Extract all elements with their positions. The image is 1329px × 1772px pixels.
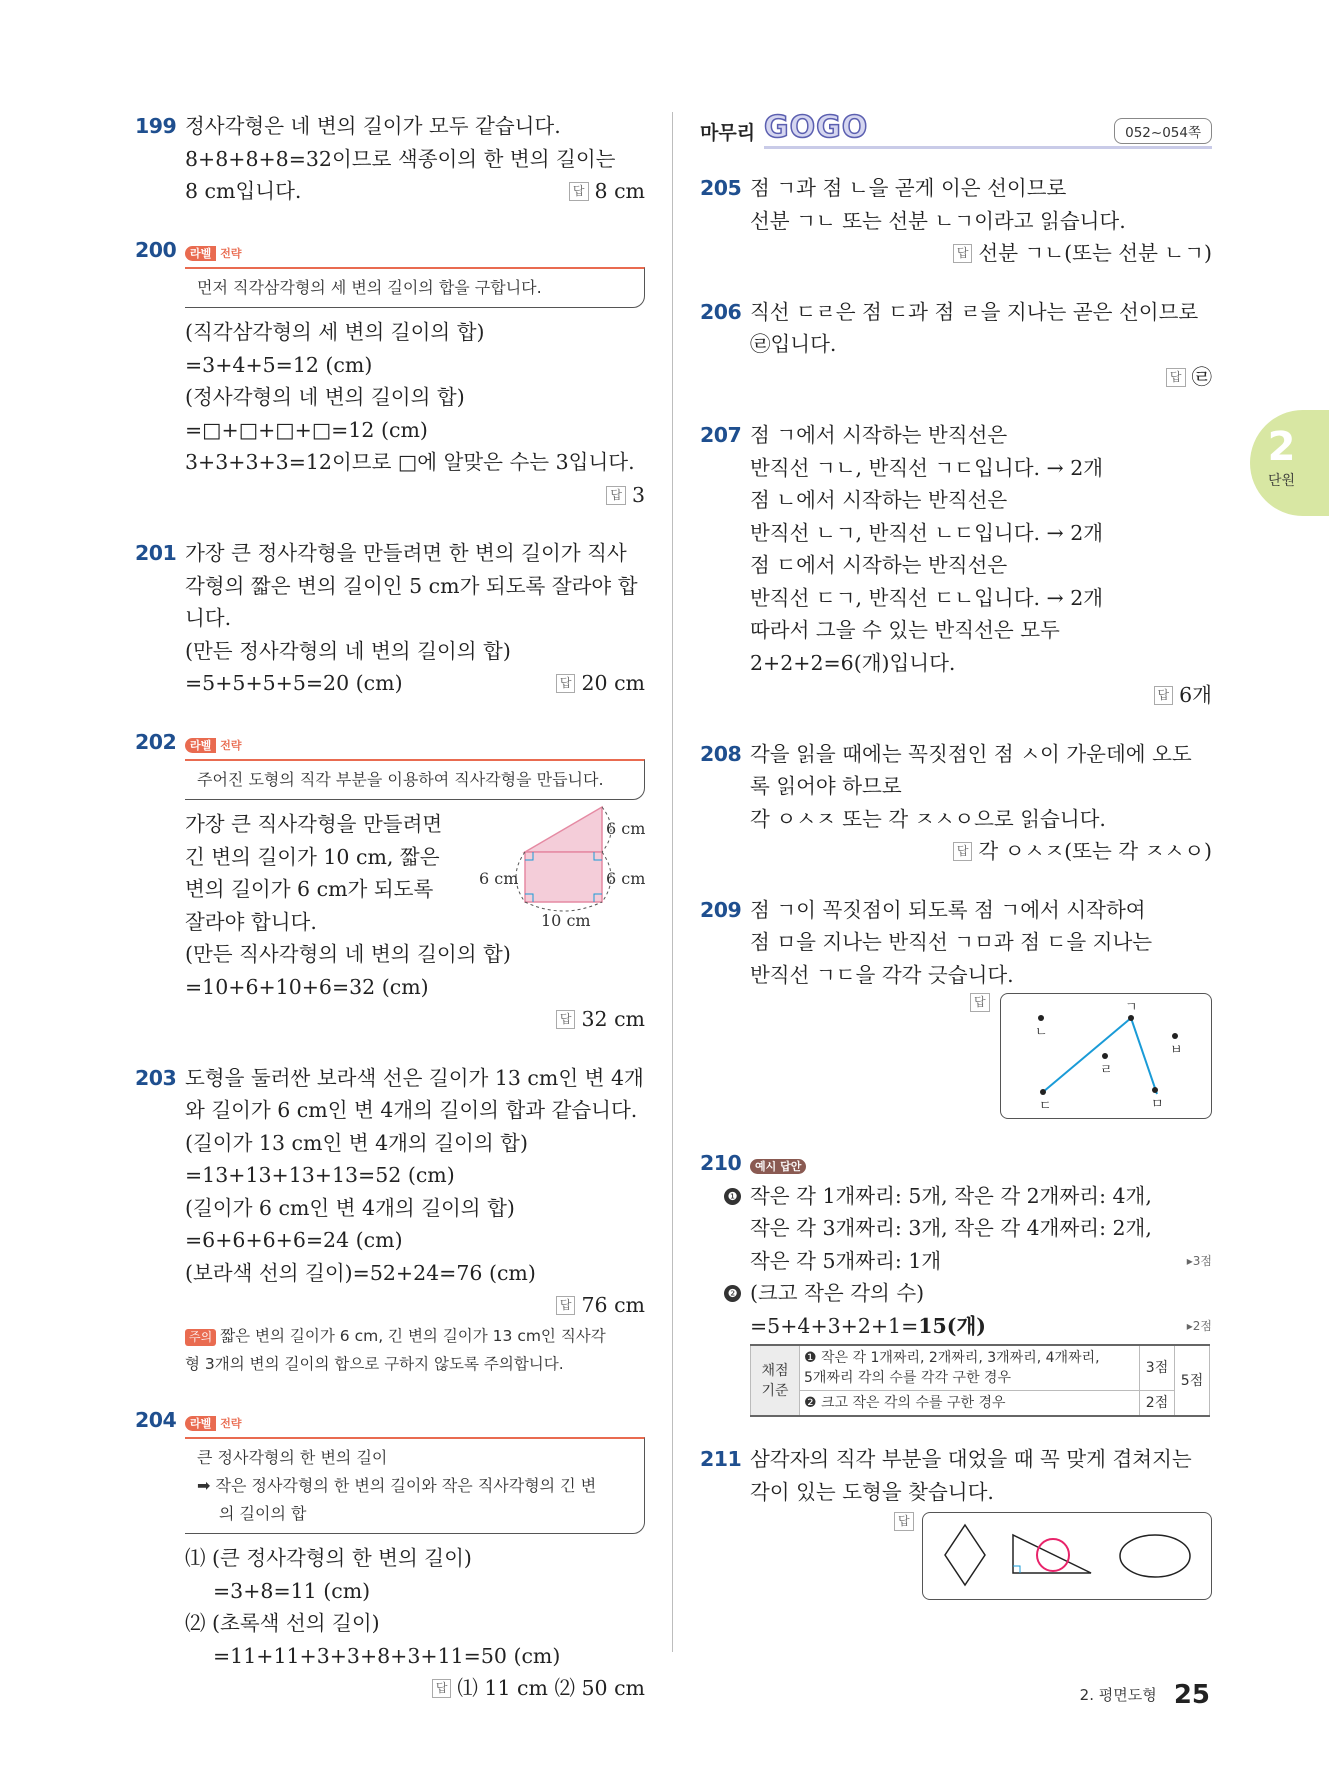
text-line: 3+3+3+3=12이므로 □에 알맞은 수는 3입니다. (185, 450, 635, 474)
hint-line: 의 길이의 합 (219, 1504, 307, 1523)
text-line: (길이가 13 cm인 변 4개의 길이의 합) (185, 1130, 528, 1155)
text-line: 각을 읽을 때에는 꼭짓점인 점 ㅅ이 가운데에 오도 (750, 741, 1192, 766)
text-line: 가장 큰 정사각형을 만들려면 한 변의 길이가 직사 (185, 541, 627, 565)
answer-label: 답 (556, 1296, 576, 1315)
text-line: (직각삼각형의 세 변의 길이의 합) (185, 320, 485, 344)
answer-label: 답 (970, 993, 990, 1012)
problem-number: 202 (135, 729, 177, 754)
problem-201 (135, 537, 645, 700)
cut-shape-figure (475, 802, 655, 932)
right-column (700, 110, 1212, 1630)
hint-block (185, 726, 645, 801)
answer-label: 답 (894, 1512, 914, 1531)
rubric-item-2: ❷ 크고 작은 각의 수를 구한 경우 (800, 1391, 1140, 1417)
text-line: 따라서 그을 수 있는 반직선은 모두 (750, 618, 1060, 642)
point-b: ㅂ (1170, 1043, 1183, 1058)
text-line: 와 길이가 6 cm인 변 4개의 길이의 합과 같습니다. (185, 1098, 638, 1122)
fig-label-bottom: 10 cm (541, 911, 591, 930)
step-2-badge: ❷ (724, 1285, 741, 1302)
strategy-tag: 라벨 전략 (185, 245, 246, 262)
answer: ㉣ (1191, 364, 1212, 389)
grading-rubric (750, 1344, 1210, 1417)
fig-label-left: 6 cm (479, 869, 519, 888)
note-line: 형 3개의 변의 길이의 합으로 구하지 않도록 주의합니다. (185, 1354, 564, 1373)
problem-number: 203 (135, 1065, 177, 1090)
hint-line: ➡ 작은 정사각형의 한 변의 길이와 작은 직사각형의 긴 변 (197, 1476, 597, 1495)
rubric-score-1: 3점 (1140, 1345, 1175, 1391)
answer-label: 답 (953, 842, 973, 861)
text-line: 반직선 ㄷㄱ, 반직선 ㄷㄴ입니다. → 2개 (750, 585, 1104, 610)
score-2: ▸2점 (1186, 1318, 1212, 1333)
text-line: 점 ㄱ에서 시작하는 반직선은 (750, 423, 1008, 447)
rubric-score-2: 2점 (1140, 1391, 1175, 1417)
gogo-logo: GOGO (764, 110, 869, 145)
text-line: (크고 작은 각의 수) (750, 1281, 925, 1305)
text-line: ⑴ (큰 정사각형의 한 변의 길이) (185, 1546, 472, 1570)
text-line: =11+11+3+3+8+3+11=50 (cm) (213, 1643, 561, 1668)
problem-210 (700, 1147, 1212, 1417)
answer: 20 cm (581, 671, 645, 695)
text-line: =13+13+13+13=52 (cm) (185, 1163, 455, 1187)
left-column (135, 110, 645, 1731)
text-line: =□+□+□+□=12 (cm) (185, 417, 428, 442)
text-line: 각이 있는 도형을 찾습니다. (750, 1479, 994, 1504)
problem-number: 201 (135, 541, 177, 565)
text-line: 반직선 ㄱㄴ, 반직선 ㄱㄷ입니다. → 2개 (750, 455, 1104, 480)
hint-block (185, 234, 645, 309)
text-line: =3+8=11 (cm) (213, 1578, 371, 1603)
text-line: =6+6+6+6=24 (cm) (185, 1228, 403, 1252)
problem-200 (135, 234, 645, 512)
hint-box: 주어진 도형의 직각 부분을 이용하여 직사각형을 만듭니다. (185, 759, 645, 800)
problem-211 (700, 1443, 1212, 1604)
section-title: 마무리 (700, 122, 756, 144)
hint-line: 큰 정사각형의 한 변의 길이 (197, 1448, 388, 1467)
text-line: 반직선 ㄱㄷ을 각각 긋습니다. (750, 962, 1014, 987)
example-answer-tag: 예시 답안 (750, 1158, 806, 1175)
problem-199 (135, 110, 645, 208)
strategy-tag: 라벨 전략 (185, 737, 246, 754)
text-line: =3+4+5=12 (cm) (185, 352, 373, 377)
point-d: ㄷ (1039, 1099, 1052, 1114)
section-header (700, 110, 1212, 158)
header-bar (764, 146, 1212, 149)
unit-label: 단원 (1267, 473, 1296, 489)
score-3: ▸3점 (1186, 1253, 1212, 1268)
answer-label: 답 (556, 1010, 576, 1029)
problem-number: 209 (700, 897, 742, 922)
point-n: ㄴ (1035, 1025, 1048, 1040)
point-g: ㄱ (1125, 1000, 1138, 1015)
text-line: =5+5+5+5=20 (cm) (185, 671, 403, 695)
problem-204 (135, 1404, 645, 1705)
text-line: =5+4+3+2+1= (750, 1313, 919, 1338)
unit-tab (1250, 410, 1329, 516)
problem-203 (135, 1062, 645, 1378)
answer: 32 cm (581, 1007, 645, 1031)
answer: 3 (631, 482, 645, 507)
rubric-item-1: ❶ 작은 각 1개짜리, 2개짜리, 3개짜리, 4개짜리, 5개짜리 각의 수를 각각 구한 경우 (800, 1345, 1140, 1391)
text-line: 점 ㄱ과 점 ㄴ을 곧게 이은 선이므로 (750, 176, 1067, 200)
problem-number: 210 (700, 1151, 742, 1175)
step-1-badge: ❶ (724, 1188, 741, 1205)
answer-label: 답 (1154, 686, 1174, 705)
answer-label: 답 (432, 1679, 452, 1698)
problem-number: 207 (700, 423, 742, 447)
rubric-key: 채점 기준 (751, 1345, 800, 1416)
note-line: 짧은 변의 길이가 6 cm, 긴 변의 길이가 13 cm인 직사각 (220, 1326, 606, 1345)
text-line: 각형의 짧은 변의 길이인 5 cm가 되도록 잘라야 합 (185, 573, 638, 598)
problem-207 (700, 419, 1212, 712)
page-footer (1080, 1680, 1210, 1710)
hint-box (185, 1437, 645, 1534)
footer-section: 2. 평면도형 (1079, 1686, 1157, 1704)
answer: 8 cm (594, 179, 645, 203)
text-line: 변의 길이가 6 cm가 되도록 (185, 877, 434, 901)
text-line: (보라색 선의 길이)=52+24=76 (cm) (185, 1260, 536, 1285)
point-r: ㄹ (1100, 1063, 1113, 1078)
fig-label-top: 6 cm (606, 819, 646, 838)
problem-number: 199 (135, 114, 177, 138)
problem-205 (700, 172, 1212, 270)
text-line: 가장 큰 직사각형을 만들려면 (185, 812, 443, 836)
answer: ⑴ 11 cm ⑵ 50 cm (457, 1676, 645, 1700)
text-line: 점 ㄱ이 꼭짓점이 되도록 점 ㄱ에서 시작하여 (750, 897, 1146, 922)
text-line: 점 ㄷ에서 시작하는 반직선은 (750, 553, 1008, 577)
page-range: 052~054쪽 (1114, 118, 1212, 144)
text-line: 2+2+2=6(개)입니다. (750, 650, 956, 675)
text-line: (만든 정사각형의 네 변의 길이의 합) (185, 638, 511, 663)
answer: 각 ㅇㅅㅈ(또는 각 ㅈㅅㅇ) (978, 839, 1212, 863)
strategy-tag: 라벨 전략 (185, 1415, 246, 1432)
answer: 6개 (1179, 683, 1212, 707)
text-line: 작은 각 1개짜리: 5개, 작은 각 2개짜리: 4개, (750, 1183, 1152, 1208)
answer-label: 답 (1166, 368, 1186, 387)
problem-number: 206 (700, 299, 742, 324)
shapes-figure (922, 1512, 1212, 1600)
text-line: =10+6+10+6=32 (cm) (185, 974, 429, 999)
text-line: ㉣입니다. (750, 332, 837, 356)
text-line: 각 ㅇㅅㅈ 또는 각 ㅈㅅㅇ으로 읽습니다. (750, 806, 1106, 831)
text-line: 선분 ㄱㄴ 또는 선분 ㄴㄱ이라고 읽습니다. (750, 208, 1126, 233)
text-line: (길이가 6 cm인 변 4개의 길이의 합) (185, 1195, 515, 1220)
text-line: 니다. (185, 606, 232, 630)
text-line: 긴 변의 길이가 10 cm, 짧은 (185, 844, 440, 869)
problem-209 (700, 894, 1212, 1122)
text-line: 점 ㅁ을 지나는 반직선 ㄱㅁ과 점 ㄷ을 지나는 (750, 930, 1153, 954)
answer-label: 답 (953, 244, 973, 263)
text-line: (만든 직사각형의 네 변의 길이의 합) (185, 942, 511, 966)
page-number: 25 (1173, 1680, 1210, 1710)
text-line: 도형을 둘러싼 보라색 선은 길이가 13 cm인 변 4개 (185, 1065, 644, 1090)
answer-label: 답 (569, 182, 589, 201)
text-line: (정사각형의 네 변의 길이의 합) (185, 385, 465, 409)
text-line: 반직선 ㄴㄱ, 반직선 ㄴㄷ입니다. → 2개 (750, 520, 1104, 545)
text-line: 8+8+8+8=32이므로 색종이의 한 변의 길이는 (185, 146, 616, 171)
text-line: 직선 ㄷㄹ은 점 ㄷ과 점 ㄹ을 지나는 곧은 선이므로 (750, 299, 1199, 324)
point-m: ㅁ (1151, 1097, 1164, 1112)
ray-figure (1000, 993, 1212, 1119)
problem-206 (700, 296, 1212, 394)
answer: 선분 ㄱㄴ(또는 선분 ㄴㄱ) (978, 241, 1212, 265)
problem-number: 200 (135, 237, 177, 262)
answer: 76 cm (581, 1293, 645, 1317)
text-line: 작은 각 5개짜리: 1개 (750, 1248, 942, 1273)
hint-box: 먼저 직각삼각형의 세 변의 길이의 합을 구합니다. (185, 267, 645, 308)
problem-202 (135, 726, 645, 1036)
problem-number: 211 (700, 1447, 742, 1471)
hint-block (185, 1404, 645, 1535)
final-answer: 15(개) (918, 1313, 987, 1338)
rubric-total: 5점 (1175, 1345, 1210, 1416)
caution-note (185, 1322, 645, 1378)
problem-number: 205 (700, 176, 742, 200)
answer-label: 답 (606, 486, 626, 505)
answer-label: 답 (556, 674, 576, 693)
fig-label-right: 6 cm (606, 869, 646, 888)
text-line: 작은 각 3개짜리: 3개, 작은 각 4개짜리: 2개, (750, 1216, 1152, 1240)
column-divider (672, 112, 673, 1652)
problem-number: 208 (700, 741, 742, 766)
unit-number: 2 (1267, 424, 1296, 470)
problem-number: 204 (135, 1407, 177, 1432)
text-line: 정사각형은 네 변의 길이가 모두 같습니다. (185, 114, 561, 138)
caution-tag: 주의 (185, 1329, 216, 1346)
text-line: 삼각자의 직각 부분을 대었을 때 꼭 맞게 겹쳐지는 (750, 1447, 1192, 1471)
text-line: ⑵ (초록색 선의 길이) (185, 1611, 380, 1635)
text-line: 잘라야 합니다. (185, 909, 317, 934)
problem-208 (700, 738, 1212, 868)
text-line: 8 cm입니다. (185, 179, 302, 203)
text-line: 록 읽어야 하므로 (750, 774, 902, 798)
text-line: 점 ㄴ에서 시작하는 반직선은 (750, 488, 1008, 512)
